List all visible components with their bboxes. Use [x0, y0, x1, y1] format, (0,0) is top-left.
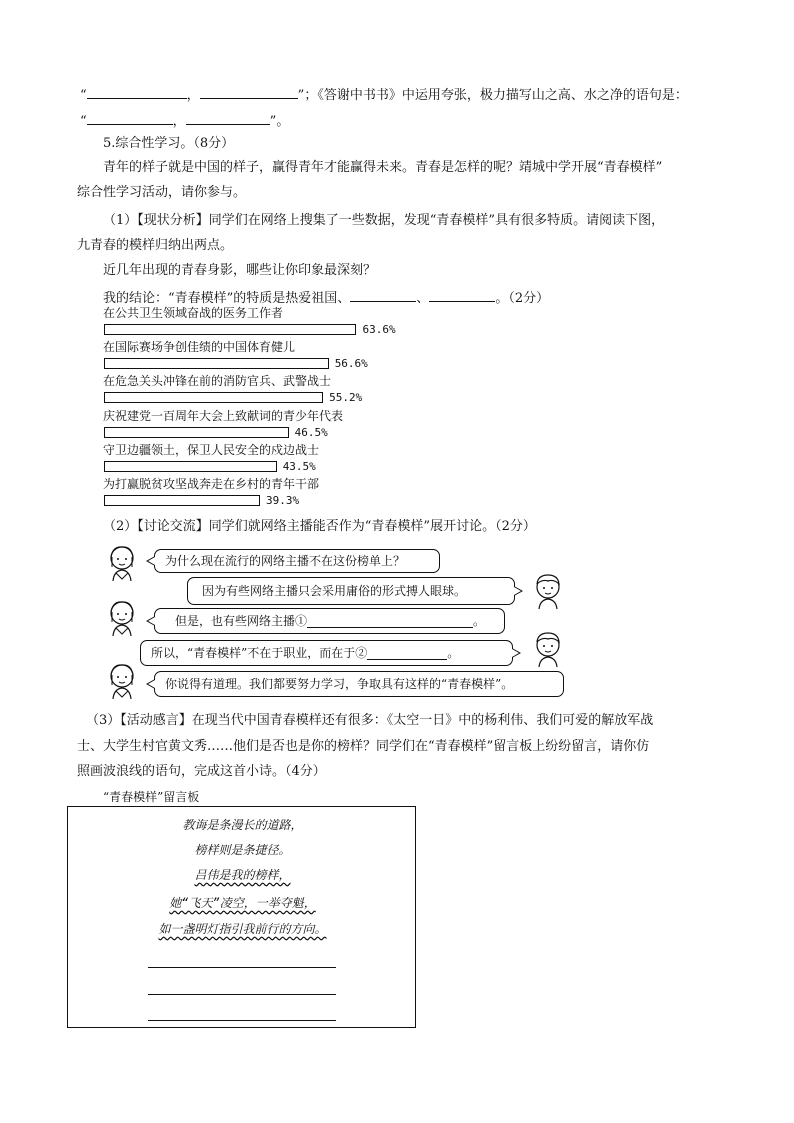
boy-avatar-icon: [530, 628, 566, 668]
q5-intro-1: 青年的样子就是中国的样子，赢得青年才能赢得未来。青春是怎样的呢？靖城中学开展“青春模样”: [103, 160, 663, 175]
girl-avatar-icon: [104, 543, 140, 583]
sub1-line-2: 九青春的模样归纳出两点。: [77, 238, 234, 253]
poem-line: 教诲是条漫长的道路，: [182, 818, 303, 832]
bar-category-label: 守卫边疆领土，保卫人民安全的戍边战士: [103, 442, 320, 457]
q5-intro-2: 综合性学习活动，请你参与。: [77, 185, 247, 200]
q4-line-1: “ ， ”；《答谢中书书》中运用夸张，极力描写山之高、水之净的语句是：: [80, 84, 688, 105]
poem-answer-line[interactable]: [148, 1020, 336, 1021]
bar: [104, 392, 323, 403]
fill-blank[interactable]: [87, 84, 187, 99]
bar-value-label: 55.2%: [329, 391, 363, 405]
q4-line-2: “ ， ”。: [80, 110, 289, 131]
speech-bubble-1: 为什么现在流行的网络主播不在这份榜单上？: [154, 549, 440, 573]
speech-bubble-4: 所以，“青春模样”不在于职业，而在于② 。: [140, 640, 513, 666]
conclusion-line: 我的结论：“青春模样”的特质是热爱祖国、 、 。（2分）: [103, 287, 549, 308]
fill-blank[interactable]: [200, 84, 298, 99]
speech-bubble-2: 因为有些网络主播只会采用庸俗的形式搏人眼球。: [187, 577, 515, 605]
board-title: “青春模样”留言板: [103, 790, 200, 804]
survey-question: 近几年出现的青春身影，哪些让你印象最深刻？: [103, 263, 377, 278]
fill-blank[interactable]: [429, 287, 495, 302]
bar: [104, 427, 289, 438]
fill-blank[interactable]: [186, 110, 270, 125]
speech-bubble-3: 但是，也有些网络主播① 。: [154, 608, 505, 634]
fill-blank[interactable]: [307, 614, 473, 628]
girl-avatar-icon: [104, 598, 140, 638]
sub3-line-3: 照画波浪线的语句，完成这首小诗。（4分）: [77, 764, 326, 779]
q5-title: 5.综合性学习。（8分）: [103, 136, 235, 151]
message-board: [67, 806, 416, 1028]
bar-value-label: 46.5%: [294, 425, 328, 439]
bar: [104, 495, 260, 506]
bar-value-label: 63.6%: [362, 323, 396, 336]
bar: [104, 461, 277, 472]
bar-category-label: 为打赢脱贫攻坚战奔走在乡村的青年干部: [103, 477, 320, 491]
bar: [104, 358, 329, 369]
bar: [104, 324, 356, 335]
bar-category-label: 在国际赛场争创佳绩的中国体育健儿: [103, 340, 296, 355]
bar-category-label: 庆祝建党一百周年大会上致献词的青少年代表: [103, 408, 344, 423]
poem-line-wavy: 吕伟是我的榜样，: [194, 868, 291, 882]
bar-category-label: 在公共卫生领域奋战的医务工作者: [103, 306, 284, 320]
girl-avatar-icon: [104, 661, 140, 701]
fill-blank[interactable]: [367, 646, 447, 660]
poem-line: 榜样则是条捷径。: [194, 843, 291, 857]
poem-line-wavy: 如一盏明灯指引我前行的方向。: [158, 922, 327, 936]
bar-value-label: 39.3%: [266, 494, 300, 507]
sub3-line-1: （3）【活动感言】在现当代中国青春模样还有很多：《太空一日》中的杨利伟、我们可爱的解放军战: [86, 713, 654, 728]
fill-blank[interactable]: [350, 287, 416, 302]
sub2-title: （2）【讨论交流】同学们就网络主播能否作为“青春模样”展开讨论。（2分）: [103, 519, 536, 534]
speech-bubble-5: 你说得有道理。我们都要努力学习，争取具有这样的“青春模样”。: [154, 671, 564, 697]
bar-category-label: 在危急关头冲锋在前的消防官兵、武警战士: [103, 374, 332, 389]
poem-answer-line[interactable]: [148, 967, 336, 968]
poem-answer-line[interactable]: [148, 994, 336, 995]
bar-value-label: 56.6%: [334, 357, 368, 371]
sub1-line-1: （1）【现状分析】同学们在网络上搜集了一些数据，发现“青春模样”具有很多特质。请阅读下图，: [103, 213, 665, 228]
fill-blank[interactable]: [87, 110, 173, 125]
poem-line-wavy: 她“飞天”凌空，一举夺魁，: [169, 896, 316, 910]
sub3-line-2: 士、大学生村官黄文秀……他们是否也是你的榜样？同学们在“青春模样”留言板上纷纷留言，请你仿: [77, 739, 650, 754]
boy-avatar-icon: [530, 570, 566, 610]
bar-value-label: 43.5%: [282, 459, 316, 473]
